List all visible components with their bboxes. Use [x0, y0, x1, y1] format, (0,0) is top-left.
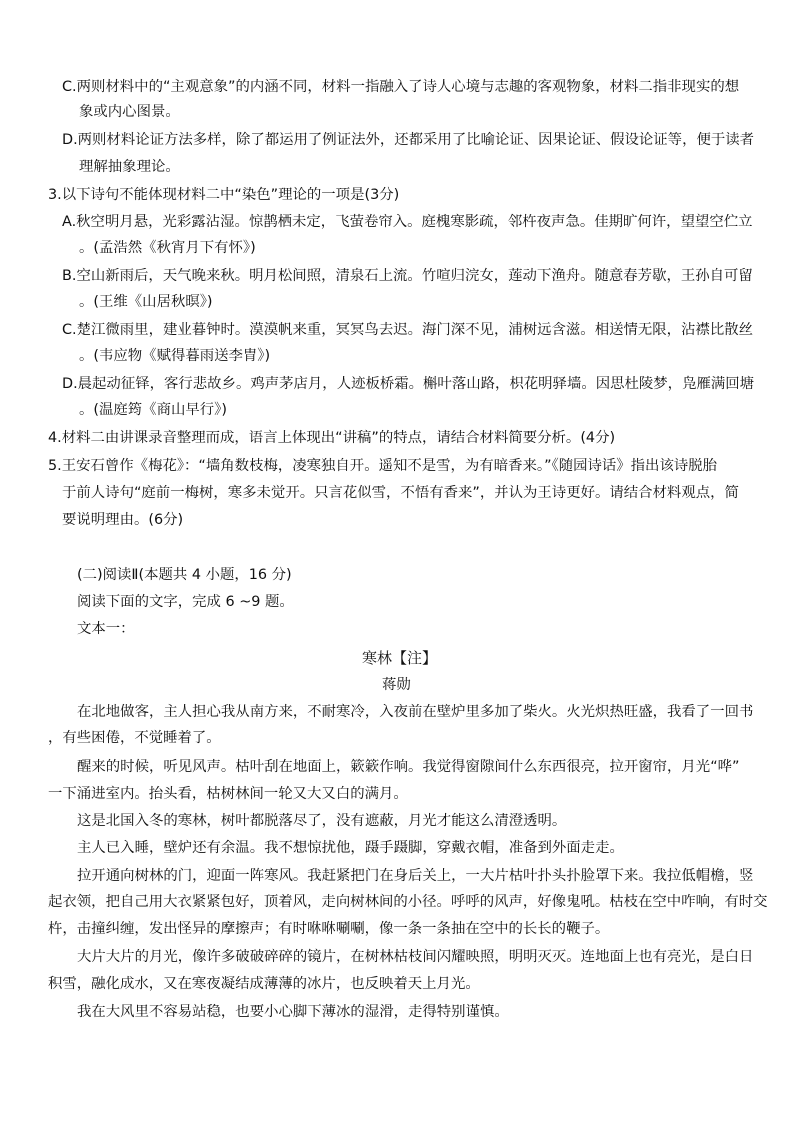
paragraph-4: 主人已入睡，壁炉还有余温。我不想惊扰他，蹑手蹑脚，穿戴衣帽，准备到外面走走。 — [77, 840, 624, 856]
question-5-line-1: 5.王安石曾作《梅花》：“墙角数枝梅，凌寒独自开。遥知不是雪，为有暗香来。”《随园诗话》指出该诗脱胎 — [48, 458, 718, 474]
q3-option-a-line-1: A.秋空明月悬，光彩露沾湿。惊鹊栖未定，飞萤卷帘入。庭槐寒影疏，邻杵夜声急。佳期旷何许，望望空伫立 — [62, 214, 753, 230]
paragraph-6-line-2: 积雪，融化成水，又在寒夜凝结成薄薄的冰片，也反映着天上月光。 — [48, 976, 480, 992]
option-d-line-1: D.两则材料论证方法多样，除了都运用了例证法外，还都采用了比喻论证、因果论证、假设论证等，便于读者 — [62, 132, 755, 148]
paragraph-2-line-2: 一下涌进室内。抬头看，枯树林间一轮又大又白的满月。 — [48, 786, 408, 802]
q3-option-b-line-1: B.空山新雨后，天气晚来秋。明月松间照，清泉石上流。竹喧归浣女，莲动下渔舟。随意春芳歇，王孙自可留 — [62, 268, 753, 284]
paragraph-5-line-2: 起衣领，把自己用大衣紧紧包好，顶着风，走向树林间的小径。呼呼的风声，好像鬼吼。枯枝在空中咋响，有时交 — [48, 894, 768, 910]
question-4: 4.材料二由讲课录音整理而成，语言上体现出“讲稿”的特点，请结合材料简要分析。(4分) — [48, 430, 616, 446]
question-3: 3.以下诗句不能体现材料二中“染色”理论的一项是(3分) — [48, 187, 400, 203]
q3-option-a-line-2: 。(孟浩然《秋宵月下有怀》) — [79, 240, 256, 256]
section-2-heading: (二)阅读Ⅱ(本题共 4 小题，16 分) — [77, 567, 292, 583]
section-2-instructions: 阅读下面的文字，完成 6 ~9 题。 — [77, 594, 294, 610]
article-author: 蒋勋 — [382, 677, 411, 693]
q3-option-d-line-2: 。(温庭筠《商山早行》) — [79, 402, 227, 418]
option-c-line-2: 象或内心图景。 — [79, 104, 180, 120]
q3-option-c-line-2: 。(韦应物《赋得暮雨送李胄》) — [79, 348, 271, 364]
paragraph-5-line-1: 拉开通向树林的门，迎面一阵寒风。我赶紧把门在身后关上，一大片枯叶扑头扑脸罩下来。我拉低帽檐，竖 — [77, 868, 754, 884]
paragraph-1-line-2: ，有些困倦，不觉睡着了。 — [48, 730, 221, 746]
paragraph-7: 我在大风里不容易站稳，也要小心脚下薄冰的湿滑，走得特别谨慎。 — [77, 1004, 509, 1020]
question-5-line-3: 要说明理由。(6分) — [62, 512, 184, 528]
option-c-line-1: C.两则材料中的“主观意象”的内涵不同，材料一指融入了诗人心境与志趣的客观物象，材料二指非现实的想 — [62, 79, 740, 95]
paragraph-3: 这是北国入冬的寒林，树叶都脱落尽了，没有遮蔽，月光才能这么清澄透明。 — [77, 813, 567, 829]
q3-option-d-line-1: D.晨起动征铎，客行悲故乡。鸡声茅店月，人迹板桥霜。槲叶落山路，枳花明驿墙。因思杜陵梦，凫雁满回塘 — [62, 376, 755, 392]
option-d-line-2: 理解抽象理论。 — [79, 159, 180, 175]
paragraph-1-line-1: 在北地做客，主人担心我从南方来，不耐寒冷，入夜前在壁炉里多加了柴火。火光炽热旺盛，我看了一回书 — [77, 704, 754, 720]
question-5-line-2: 于前人诗句“庭前一梅树，寒多未觉开。只言花似雪，不悟有香来”，并认为王诗更好。请结合材料观点，简 — [62, 485, 739, 501]
text-1-label: 文本一： — [77, 621, 135, 637]
q3-option-c-line-1: C.楚江微雨里，建业暮钟时。漠漠帆来重，冥冥鸟去迟。海门深不见，浦树远含滋。相送情无限，沾襟比散丝 — [62, 322, 753, 338]
q3-option-b-line-2: 。(王维《山居秋暝》) — [79, 294, 213, 310]
paragraph-2-line-1: 醒来的时候，听见风声。枯叶刮在地面上，簌簌作响。我觉得窗隙间什么东西很亮，拉开窗帘，月光“哗” — [77, 759, 740, 775]
article-title: 寒林【注】 — [362, 649, 438, 667]
paragraph-6-line-1: 大片大片的月光，像许多破破碎碎的镜片，在树林枯枝间闪耀映照，明明灭灭。连地面上也有亮光，是白日 — [77, 949, 754, 965]
paragraph-5-line-3: 杵，击撞纠缠，发出怪异的摩擦声；有时咻咻唰唰，像一条一条抽在空中的长长的鞭子。 — [48, 921, 610, 937]
